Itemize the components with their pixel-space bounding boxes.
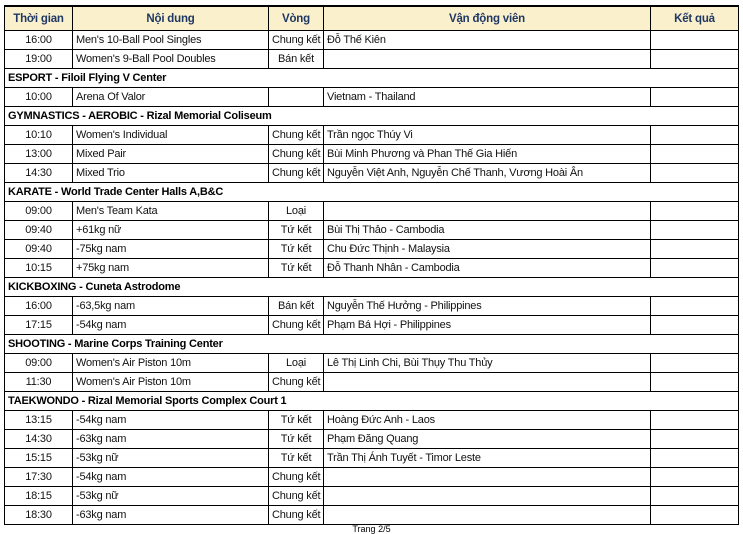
- cell-content: -75kg nam: [73, 240, 269, 259]
- cell-result: [651, 354, 739, 373]
- cell-time: 17:30: [5, 468, 73, 487]
- cell-content: Women's Air Piston 10m: [73, 373, 269, 392]
- section-title: GYMNASTICS - AEROBIC - Rizal Memorial Coliseum: [5, 107, 739, 126]
- cell-athletes: [324, 202, 651, 221]
- cell-round: Bán kết: [269, 50, 324, 69]
- cell-content: +61kg nữ: [73, 221, 269, 240]
- header-row: [5, 6, 739, 31]
- section-row: [5, 278, 739, 297]
- section-row: [5, 335, 739, 354]
- cell-result: [651, 430, 739, 449]
- cell-time: 13:00: [5, 145, 73, 164]
- cell-content: Men's Team Kata: [73, 202, 269, 221]
- cell-round: Bán kết: [269, 297, 324, 316]
- section-title: KICKBOXING - Cuneta Astrodome: [5, 278, 739, 297]
- cell-result: [651, 221, 739, 240]
- cell-athletes: Nguyễn Việt Anh, Nguyễn Chế Thanh, Vương Hoài Ân: [324, 164, 651, 183]
- cell-round: Chung kết: [269, 468, 324, 487]
- cell-time: 09:40: [5, 221, 73, 240]
- cell-round: Tứ kết: [269, 259, 324, 278]
- cell-athletes: Chu Đức Thịnh - Malaysia: [324, 240, 651, 259]
- cell-content: Men's 10-Ball Pool Singles: [73, 31, 269, 50]
- cell-time: 09:40: [5, 240, 73, 259]
- cell-content: -54kg nam: [73, 411, 269, 430]
- cell-round: Chung kết: [269, 164, 324, 183]
- cell-content: Women's 9-Ball Pool Doubles: [73, 50, 269, 69]
- event-row: [5, 316, 739, 335]
- event-row: [5, 430, 739, 449]
- cell-round: Chung kết: [269, 126, 324, 145]
- cell-round: Chung kết: [269, 506, 324, 525]
- cell-athletes: [324, 468, 651, 487]
- page-number: Trang 2/5: [352, 524, 391, 534]
- cell-time: 11:30: [5, 373, 73, 392]
- cell-content: -63kg nam: [73, 430, 269, 449]
- cell-round: Tứ kết: [269, 221, 324, 240]
- event-row: [5, 487, 739, 506]
- section-title: TAEKWONDO - Rizal Memorial Sports Complex Court 1: [5, 392, 739, 411]
- cell-time: 14:30: [5, 430, 73, 449]
- section-row: [5, 69, 739, 88]
- section-title: SHOOTING - Marine Corps Training Center: [5, 335, 739, 354]
- cell-result: [651, 259, 739, 278]
- cell-athletes: [324, 373, 651, 392]
- section-row: [5, 392, 739, 411]
- cell-result: [651, 145, 739, 164]
- cell-time: 15:15: [5, 449, 73, 468]
- event-row: [5, 164, 739, 183]
- section-title: KARATE - World Trade Center Halls A,B&C: [5, 183, 739, 202]
- schedule-table: [4, 5, 739, 525]
- cell-round: Tứ kết: [269, 430, 324, 449]
- event-row: [5, 31, 739, 50]
- cell-result: [651, 88, 739, 107]
- section-row: [5, 107, 739, 126]
- cell-result: [651, 297, 739, 316]
- cell-time: 16:00: [5, 297, 73, 316]
- cell-time: 10:15: [5, 259, 73, 278]
- cell-time: 17:15: [5, 316, 73, 335]
- cell-athletes: Phạm Đăng Quang: [324, 430, 651, 449]
- cell-round: Tứ kết: [269, 411, 324, 430]
- cell-result: [651, 126, 739, 145]
- column-header-athletes: Vận động viên: [324, 6, 651, 31]
- cell-result: [651, 50, 739, 69]
- event-row: [5, 297, 739, 316]
- cell-time: 19:00: [5, 50, 73, 69]
- schedule-page: [4, 5, 738, 525]
- event-row: [5, 126, 739, 145]
- cell-result: [651, 449, 739, 468]
- cell-content: Women's Air Piston 10m: [73, 354, 269, 373]
- event-row: [5, 88, 739, 107]
- cell-content: -63,5kg nam: [73, 297, 269, 316]
- cell-result: [651, 240, 739, 259]
- cell-content: Women's Individual: [73, 126, 269, 145]
- cell-round: Chung kết: [269, 487, 324, 506]
- cell-athletes: [324, 506, 651, 525]
- cell-content: -53kg nữ: [73, 487, 269, 506]
- cell-athletes: Đỗ Thế Kiên: [324, 31, 651, 50]
- cell-athletes: Trần Thị Ánh Tuyết - Timor Leste: [324, 449, 651, 468]
- cell-content: Mixed Trio: [73, 164, 269, 183]
- cell-round: Tứ kết: [269, 240, 324, 259]
- cell-content: -54kg nam: [73, 468, 269, 487]
- cell-round: Chung kết: [269, 145, 324, 164]
- cell-athletes: Bùi Minh Phương và Phan Thế Gia Hiến: [324, 145, 651, 164]
- cell-athletes: Hoàng Đức Anh - Laos: [324, 411, 651, 430]
- cell-result: [651, 487, 739, 506]
- cell-athletes: Nguyễn Thế Hưởng - Philippines: [324, 297, 651, 316]
- cell-athletes: [324, 50, 651, 69]
- section-row: [5, 183, 739, 202]
- cell-athletes: Vietnam - Thailand: [324, 88, 651, 107]
- cell-content: -53kg nữ: [73, 449, 269, 468]
- cell-athletes: Lê Thị Linh Chi, Bùi Thụy Thu Thủy: [324, 354, 651, 373]
- cell-round: Loại: [269, 202, 324, 221]
- event-row: [5, 354, 739, 373]
- cell-result: [651, 316, 739, 335]
- cell-result: [651, 373, 739, 392]
- event-row: [5, 468, 739, 487]
- cell-time: 09:00: [5, 354, 73, 373]
- cell-time: 10:00: [5, 88, 73, 107]
- cell-time: 16:00: [5, 31, 73, 50]
- schedule-table-body: [5, 31, 739, 525]
- cell-result: [651, 506, 739, 525]
- section-title: ESPORT - Filoil Flying V Center: [5, 69, 739, 88]
- cell-round: [269, 88, 324, 107]
- cell-content: Mixed Pair: [73, 145, 269, 164]
- cell-time: 13:15: [5, 411, 73, 430]
- event-row: [5, 449, 739, 468]
- event-row: [5, 202, 739, 221]
- cell-athletes: Phạm Bá Hợi - Philippines: [324, 316, 651, 335]
- cell-round: Loại: [269, 354, 324, 373]
- cell-result: [651, 31, 739, 50]
- cell-athletes: Trần ngọc Thúy Vi: [324, 126, 651, 145]
- cell-round: Chung kết: [269, 316, 324, 335]
- column-header-round: Vòng: [269, 6, 324, 31]
- cell-athletes: Đỗ Thanh Nhân - Cambodia: [324, 259, 651, 278]
- event-row: [5, 506, 739, 525]
- event-row: [5, 240, 739, 259]
- event-row: [5, 50, 739, 69]
- cell-content: -54kg nam: [73, 316, 269, 335]
- event-row: [5, 373, 739, 392]
- cell-content: +75kg nam: [73, 259, 269, 278]
- cell-time: 18:30: [5, 506, 73, 525]
- cell-result: [651, 164, 739, 183]
- column-header-content: Nội dung: [73, 6, 269, 31]
- cell-time: 18:15: [5, 487, 73, 506]
- schedule-table-header: [5, 6, 739, 31]
- cell-athletes: Bùi Thị Thảo - Cambodia: [324, 221, 651, 240]
- column-header-result: Kết quả: [651, 6, 739, 31]
- cell-result: [651, 411, 739, 430]
- cell-time: 09:00: [5, 202, 73, 221]
- cell-content: Arena Of Valor: [73, 88, 269, 107]
- cell-content: -63kg nam: [73, 506, 269, 525]
- cell-time: 14:30: [5, 164, 73, 183]
- event-row: [5, 221, 739, 240]
- cell-athletes: [324, 487, 651, 506]
- event-row: [5, 259, 739, 278]
- column-header-time: Thời gian: [5, 6, 73, 31]
- cell-round: Chung kết: [269, 31, 324, 50]
- cell-round: Chung kết: [269, 373, 324, 392]
- event-row: [5, 411, 739, 430]
- cell-result: [651, 468, 739, 487]
- cell-time: 10:10: [5, 126, 73, 145]
- cell-result: [651, 202, 739, 221]
- event-row: [5, 145, 739, 164]
- cell-round: Tứ kết: [269, 449, 324, 468]
